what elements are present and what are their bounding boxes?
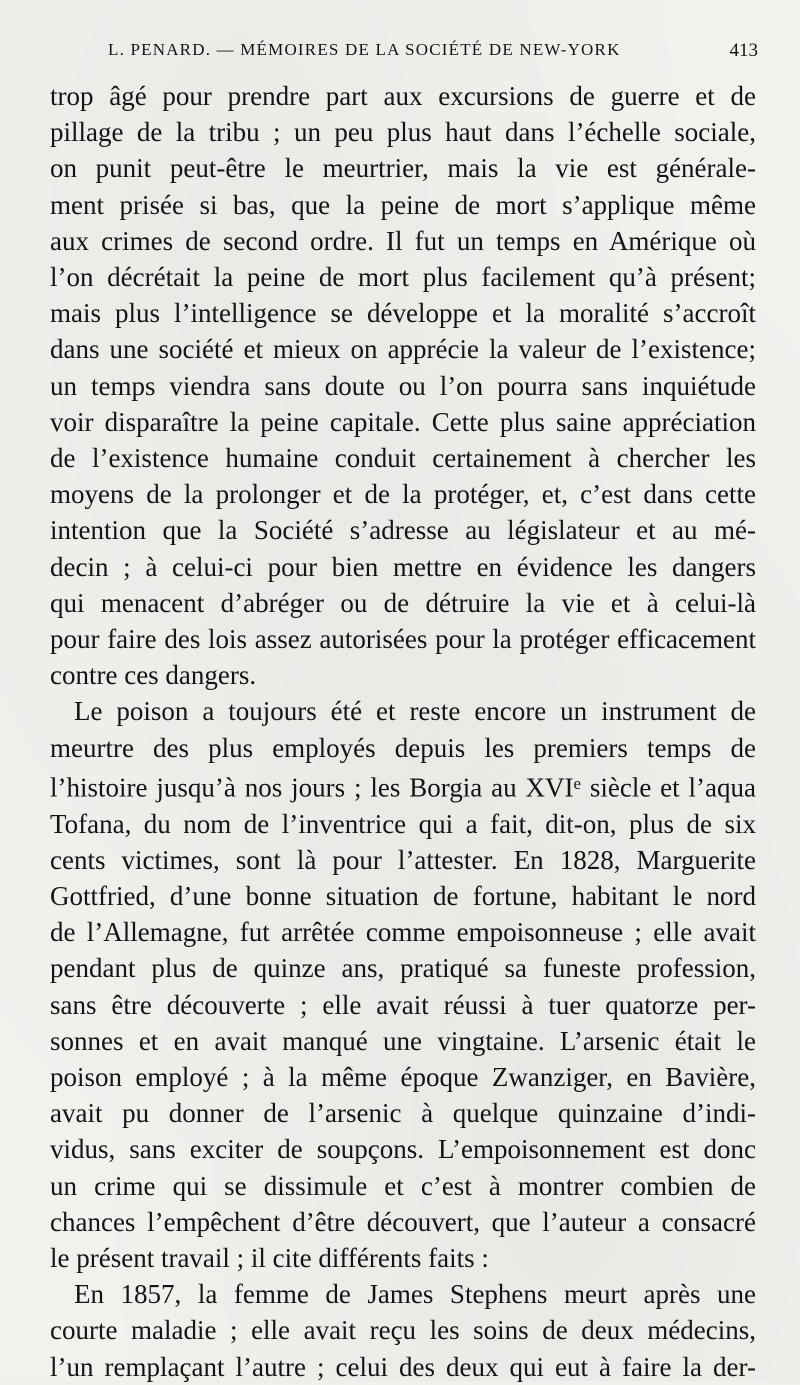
text-line: voir disparaître la peine capitale. Cette plus saine appréciation xyxy=(50,406,756,437)
text-line: trop âgé pour prendre part aux excursions de guerre et de xyxy=(50,81,756,111)
text-line: dans une société et mieux on apprécie la valeur de l’existence; xyxy=(50,334,756,365)
century-numeral: XVI xyxy=(525,772,574,803)
text-line: mais plus l’intelligence se développe et la moralité s’accroît xyxy=(50,298,756,329)
text-line: intention que la Société s’adresse au législateur et au mé- xyxy=(50,515,756,546)
text-line: de l’existence humaine conduit certainement à chercher les xyxy=(50,443,756,474)
century-suffix: e xyxy=(573,773,581,793)
text-line: chances l’empêchent d’être découvert, que l’auteur a consacré xyxy=(50,1206,756,1237)
text-line: on punit peut-être le meurtrier, mais la vie est générale- xyxy=(50,153,756,184)
text-line: vidus, sans exciter de soupçons. L’empoisonnement est donc xyxy=(50,1134,756,1165)
text-line: sonnes et en avait manqué une vingtaine. L’arsenic était le xyxy=(50,1025,756,1056)
text-line-with-superscript xyxy=(50,766,756,806)
text-fragment: l’histoire jusqu’à nos jours ; les Borgia au xyxy=(50,772,517,803)
text-line: ment prisée si bas, que la peine de mort s’applique même xyxy=(50,189,756,220)
page-number: 413 xyxy=(729,40,758,61)
running-head xyxy=(108,40,758,66)
text-line: pendant plus de quinze ans, pratiqué sa funeste profession, xyxy=(50,953,756,984)
text-line: contre ces dangers. xyxy=(50,660,257,691)
text-line: un crime qui se dissimule et c’est à montrer combien de xyxy=(50,1170,756,1201)
text-line: le présent travail ; il cite différents faits : xyxy=(50,1243,489,1274)
text-fragment: siècle et l’aqua xyxy=(589,772,756,803)
text-line: sans être découverte ; elle avait réussi à tuer quatorze per- xyxy=(50,989,756,1020)
text-line: un temps viendra sans doute ou l’on pourra sans inquiétude xyxy=(50,370,756,401)
text-line: de l’Allemagne, fut arrêtée comme empoisonneuse ; elle avait xyxy=(50,917,756,948)
text-line: decin ; à celui-ci pour bien mettre en évidence les dangers xyxy=(50,551,756,582)
text-line: pour faire des lois assez autorisées pour la protéger efficacement xyxy=(50,624,756,655)
text-line: Le poison a toujours été et reste encore un instrument de xyxy=(74,696,756,727)
text-line: poison employé ; à la même époque Zwanziger, en Bavière, xyxy=(50,1062,756,1093)
body-text xyxy=(50,78,756,1385)
text-line: Gottfried, d’une bonne situation de fortune, habitant le nord xyxy=(50,881,756,911)
text-line: aux crimes de second ordre. Il fut un temps en Amérique où xyxy=(50,225,756,256)
text-line: pillage de la tribu ; un peu plus haut dans l’échelle sociale, xyxy=(50,117,756,148)
text-line: cents victimes, sont là pour l’attester. En 1828, Marguerite xyxy=(50,844,756,875)
text-line: qui menacent d’abréger ou de détruire la vie et à celui-là xyxy=(50,587,756,618)
text-line: En 1857, la femme de James Stephens meurt après une xyxy=(74,1279,756,1310)
text-line: l’on décrétait la peine de mort plus facilement qu’à présent; xyxy=(50,262,756,293)
text-line: avait pu donner de l’arsenic à quelque quinzaine d’indi- xyxy=(50,1098,756,1129)
text-line: Tofana, du nom de l’inventrice qui a fait, dit-on, plus de six xyxy=(50,808,756,839)
text-line: l’un remplaçant l’autre ; celui des deux qui eut à faire la der- xyxy=(50,1351,756,1382)
running-head-title: L. PENARD. — MÉMOIRES DE LA SOCIÉTÉ DE NEW-YORK xyxy=(108,40,621,59)
text-line: meurtre des plus employés depuis les premiers temps de xyxy=(50,732,756,763)
text-line: moyens de la prolonger et de la protéger, et, c’est dans cette xyxy=(50,479,756,510)
text-line: courte maladie ; elle avait reçu les soins de deux médecins, xyxy=(50,1315,756,1346)
